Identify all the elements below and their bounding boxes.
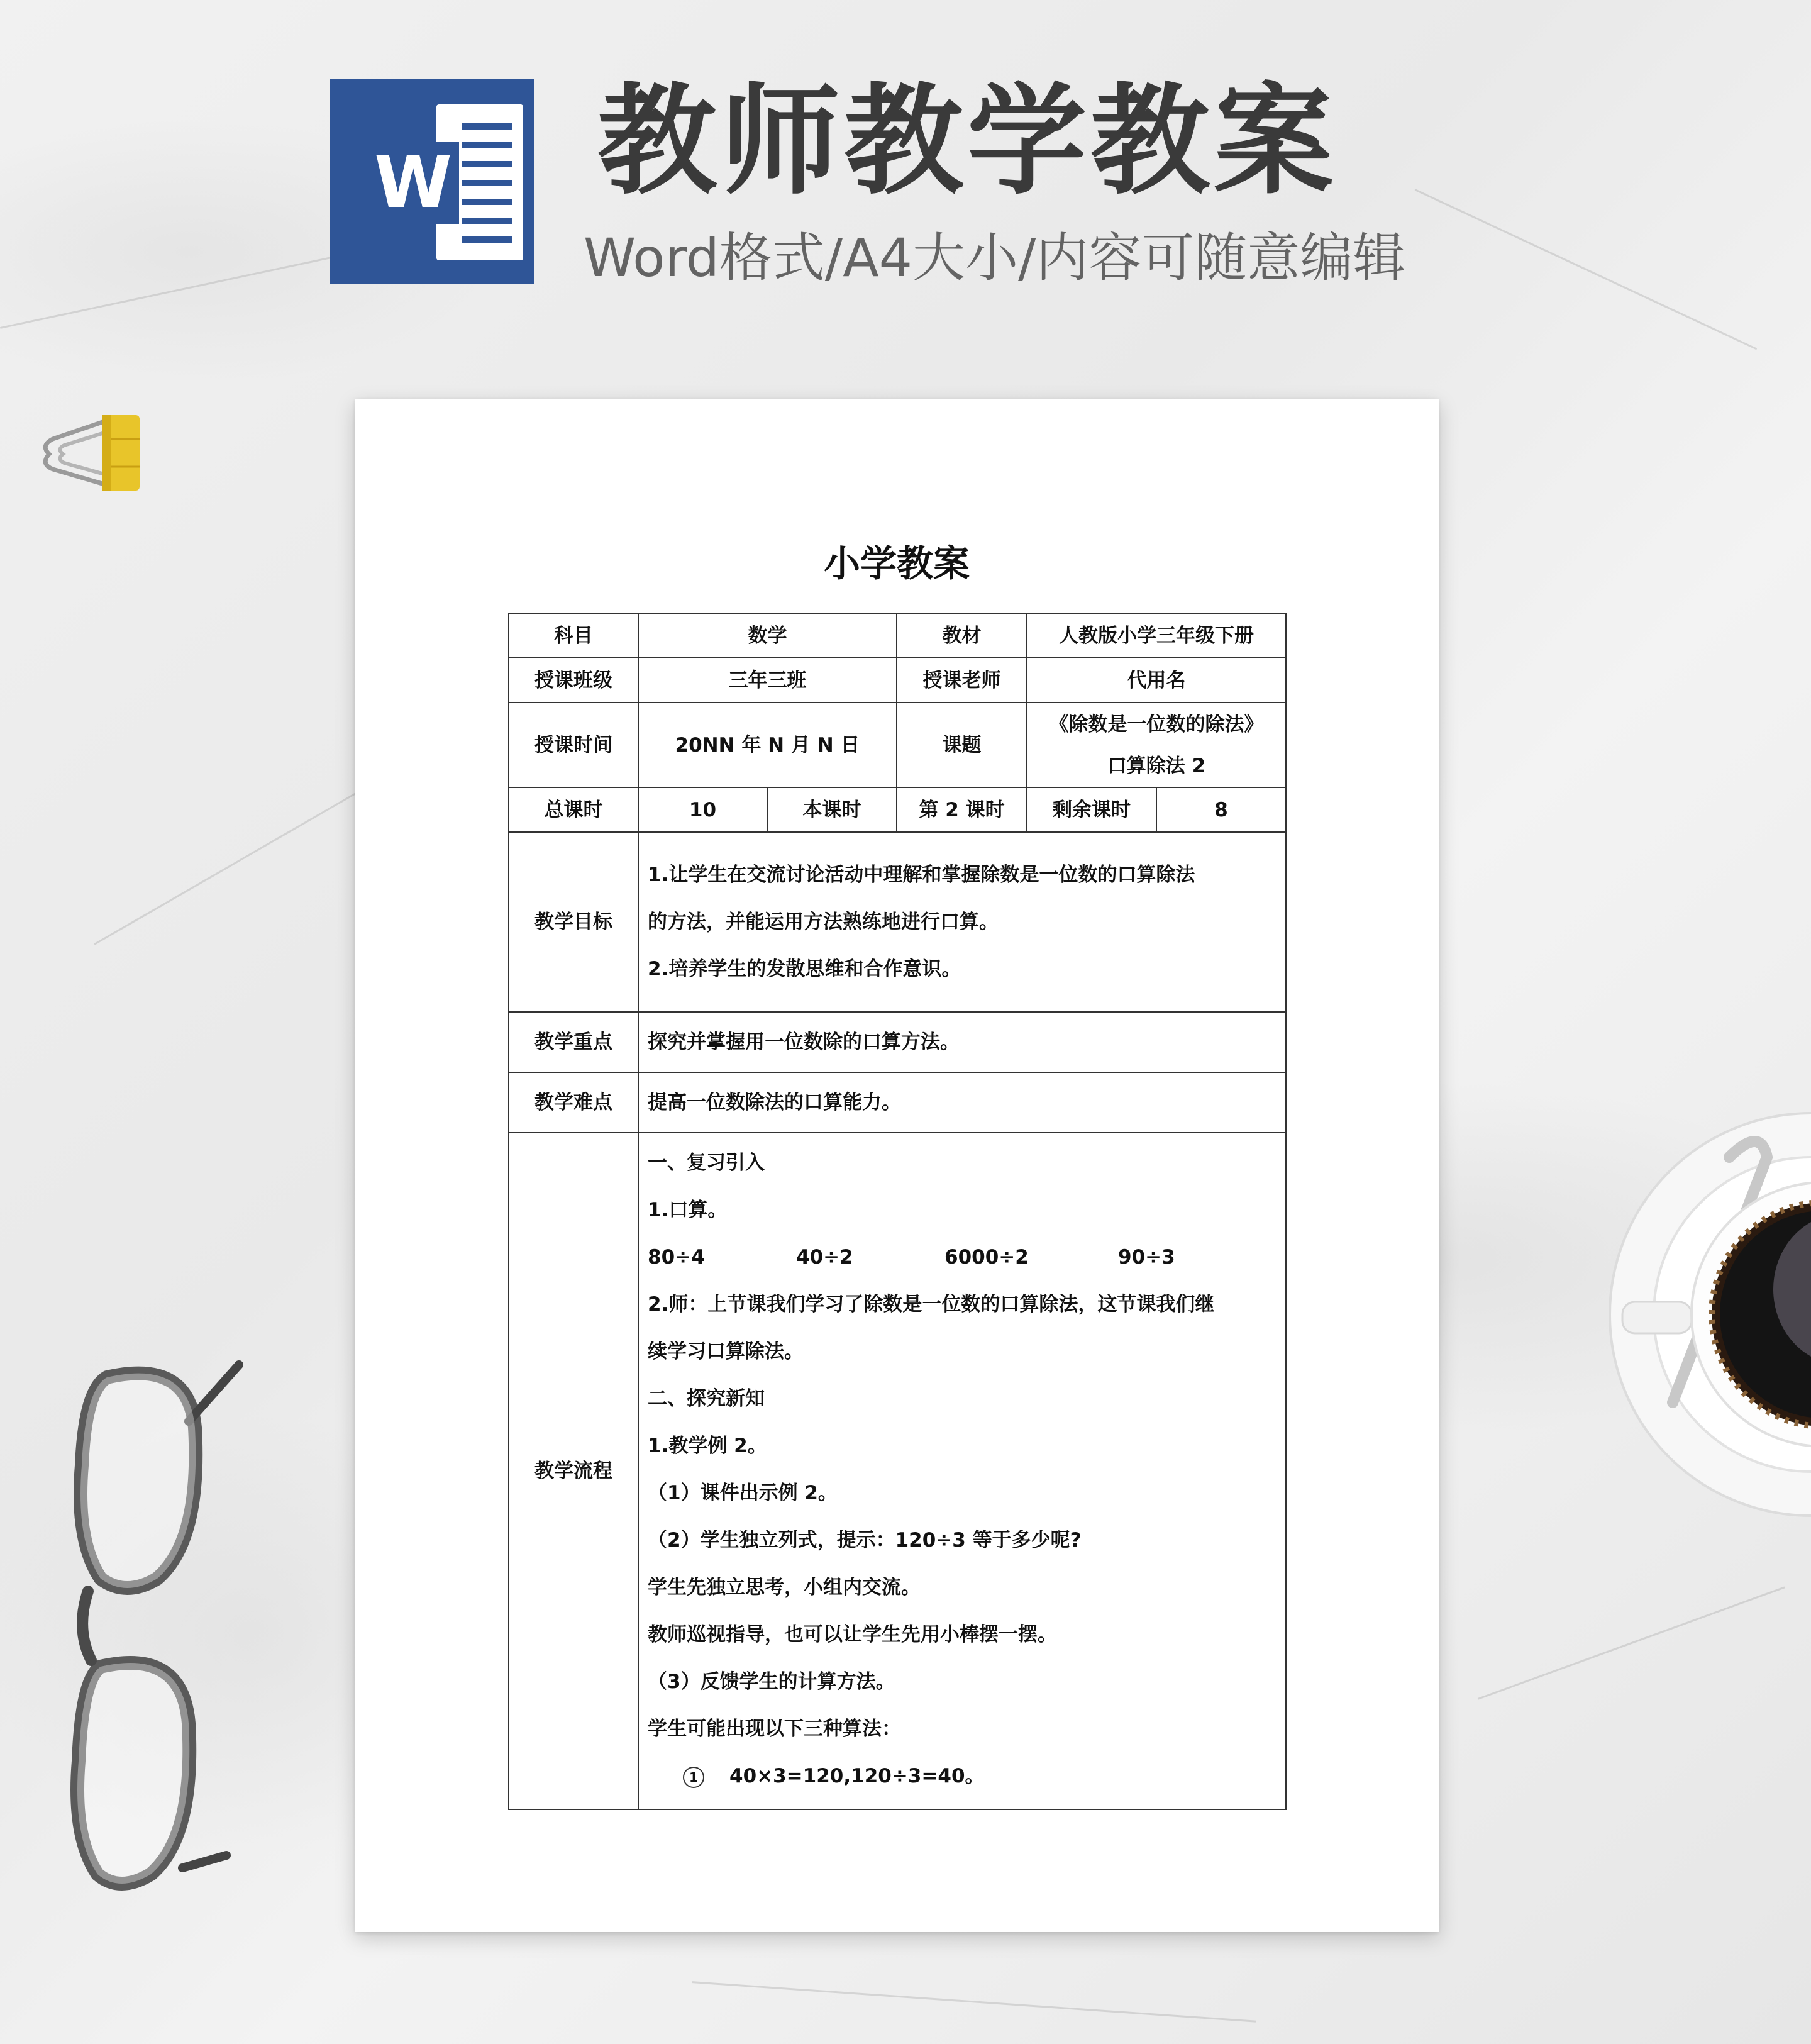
calc-item: 6000÷2 bbox=[944, 1246, 1029, 1269]
process-line: 1.教学例 2。 bbox=[648, 1435, 767, 1457]
calc-item: 90÷3 bbox=[1118, 1246, 1175, 1269]
word-line bbox=[462, 218, 512, 224]
time-value: 20NN 年 N 月 N 日 bbox=[638, 703, 897, 787]
word-logo-icon bbox=[330, 79, 534, 284]
teacher-label: 授课老师 bbox=[897, 658, 1027, 703]
calc-item: 80÷4 bbox=[648, 1246, 705, 1269]
table-row bbox=[509, 787, 1286, 832]
difficulty-value: 提高一位数除法的口算能力。 bbox=[638, 1072, 1286, 1133]
table-row bbox=[509, 1012, 1286, 1072]
process-content bbox=[638, 1133, 1286, 1809]
calc-row bbox=[648, 1234, 1277, 1281]
class-value: 三年三班 bbox=[638, 658, 897, 703]
class-label: 授课班级 bbox=[509, 658, 638, 703]
lesson-plan-table bbox=[508, 613, 1287, 1810]
total-hours-value: 10 bbox=[638, 787, 767, 832]
word-line bbox=[462, 180, 512, 186]
marble-vein bbox=[94, 786, 367, 945]
process-line: 2.师：上节课我们学习了除数是一位数的口算除法，这节课我们继 bbox=[648, 1293, 1215, 1316]
coffee-cup-icon bbox=[1597, 1101, 1811, 1528]
process-line: 学生可能出现以下三种算法： bbox=[648, 1718, 901, 1740]
key-point-label: 教学重点 bbox=[509, 1012, 638, 1072]
binder-clip-icon bbox=[35, 409, 148, 497]
total-hours-label: 总课时 bbox=[509, 787, 638, 832]
word-line bbox=[462, 236, 512, 243]
remaining-hours-value: 8 bbox=[1156, 787, 1286, 832]
key-point-value: 探究并掌握用一位数除的口算方法。 bbox=[638, 1012, 1286, 1072]
remaining-hours-label: 剩余课时 bbox=[1027, 787, 1156, 832]
subject-value: 数学 bbox=[638, 613, 897, 658]
subject-label: 科目 bbox=[509, 613, 638, 658]
textbook-value: 人教版小学三年级下册 bbox=[1027, 613, 1286, 658]
marble-vein bbox=[1477, 1586, 1785, 1700]
topic-line: 口算除法 2 bbox=[1107, 754, 1206, 777]
textbook-label: 教材 bbox=[897, 613, 1027, 658]
process-line: （2）学生独立列式，提示：120÷3 等于多少呢? bbox=[648, 1529, 1082, 1552]
process-line-numbered bbox=[648, 1753, 1277, 1800]
process-line: 40×3=120,120÷3=40。 bbox=[729, 1765, 985, 1787]
process-line: （3）反馈学生的计算方法。 bbox=[648, 1670, 895, 1693]
process-line: （1）课件出示例 2。 bbox=[648, 1482, 838, 1504]
table-row bbox=[509, 832, 1286, 1012]
goal-line: 的方法，并能运用方法熟练地进行口算。 bbox=[648, 910, 999, 933]
document-page bbox=[355, 399, 1439, 1932]
marble-vein bbox=[692, 1981, 1256, 2023]
table-row bbox=[509, 1072, 1286, 1133]
goal-line: 2.培养学生的发散思维和合作意识。 bbox=[648, 957, 961, 980]
process-line: 教师巡视指导，也可以让学生先用小棒摆一摆。 bbox=[648, 1623, 1057, 1646]
difficulty-label: 教学难点 bbox=[509, 1072, 638, 1133]
eyeglasses-icon bbox=[63, 1352, 252, 1893]
word-line bbox=[462, 199, 512, 205]
time-label: 授课时间 bbox=[509, 703, 638, 787]
process-line: 二、探究新知 bbox=[648, 1387, 765, 1410]
process-line: 1.口算。 bbox=[648, 1199, 728, 1221]
goal-line: 1.让学生在交流讨论活动中理解和掌握除数是一位数的口算除法 bbox=[648, 863, 1195, 886]
topic-value bbox=[1027, 703, 1286, 787]
process-line: 学生先独立思考，小组内交流。 bbox=[648, 1576, 921, 1599]
process-label: 教学流程 bbox=[509, 1133, 638, 1809]
word-line bbox=[462, 142, 512, 148]
current-hour-label: 本课时 bbox=[767, 787, 897, 832]
table-row bbox=[509, 613, 1286, 658]
page-subtitle: Word格式/A4大小/内容可随意编辑 bbox=[584, 227, 1406, 289]
table-row bbox=[509, 658, 1286, 703]
word-line bbox=[462, 161, 512, 167]
word-logo-letter: W bbox=[365, 142, 459, 224]
process-line: 续学习口算除法。 bbox=[648, 1340, 804, 1363]
table-row bbox=[509, 703, 1286, 787]
teacher-value: 代用名 bbox=[1027, 658, 1286, 703]
topic-line: 《除数是一位数的除法》 bbox=[1049, 713, 1264, 736]
topic-label: 课题 bbox=[897, 703, 1027, 787]
goals-content bbox=[638, 832, 1286, 1012]
marble-vein bbox=[1414, 189, 1757, 350]
goals-label: 教学目标 bbox=[509, 832, 638, 1012]
current-hour-value: 第 2 课时 bbox=[897, 787, 1027, 832]
page-title: 教师教学教案 bbox=[597, 72, 1337, 211]
word-line bbox=[462, 123, 512, 130]
process-line: 一、复习引入 bbox=[648, 1152, 765, 1174]
circled-number: 1 bbox=[683, 1767, 704, 1788]
document-title: 小学教案 bbox=[823, 542, 970, 585]
calc-item: 40÷2 bbox=[796, 1246, 853, 1269]
table-row bbox=[509, 1133, 1286, 1809]
